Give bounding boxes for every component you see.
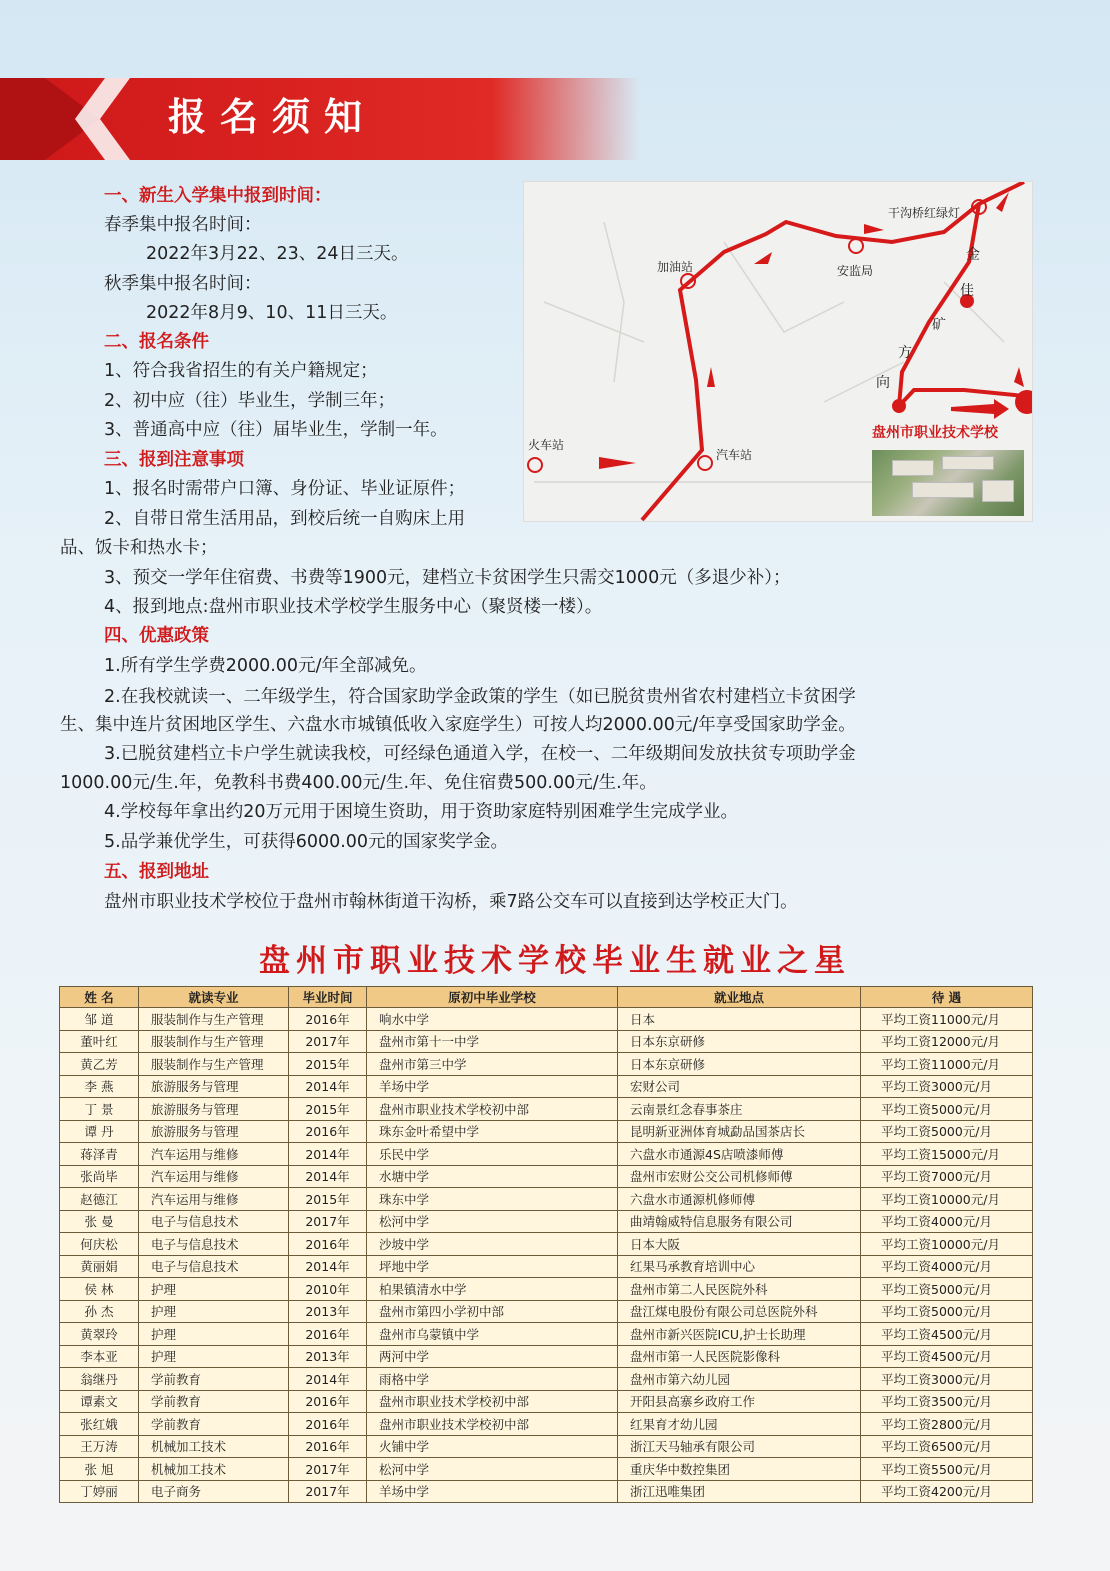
table-row <box>60 1210 1033 1233</box>
map-label-bus-station: 汽车站 <box>716 448 753 462</box>
policy-item: 1000.00元/生.年，免教科书费400.00元/生.年、免住宿费500.00元/生.年。 <box>60 773 657 793</box>
cell-workplace: 浙江天马轴承有限公司 <box>618 1435 861 1458</box>
table-row <box>60 1008 1033 1031</box>
cell-name: 黄丽娟 <box>60 1255 139 1278</box>
cell-major: 学前教育 <box>139 1390 289 1413</box>
cell-name: 张 旭 <box>60 1458 139 1481</box>
table-header-row <box>60 987 1033 1008</box>
cell-grad-year: 2014年 <box>289 1165 367 1188</box>
table-row <box>60 1345 1033 1368</box>
cell-grad-year: 2016年 <box>289 1008 367 1031</box>
map-direction-char: 方 <box>898 345 912 361</box>
cell-salary: 平均工资5000元/月 <box>861 1120 1033 1143</box>
cell-workplace: 盘州市宏财公交公司机修师傅 <box>618 1165 861 1188</box>
cell-major: 学前教育 <box>139 1368 289 1391</box>
table-row <box>60 1098 1033 1121</box>
cell-major: 机械加工技术 <box>139 1458 289 1481</box>
policy-item: 4.学校每年拿出约20万元用于困境生资助，用于资助家庭特别困难学生完成学业。 <box>104 802 738 822</box>
section-1-title: 一、新生入学集中报到时间： <box>104 186 332 206</box>
table-row <box>60 1075 1033 1098</box>
policy-item: 2.在我校就读一、二年级学生，符合国家助学金政策的学生（如已脱贫贵州省农村建档立卡贫困学 <box>104 687 856 707</box>
cell-name: 丁 景 <box>60 1098 139 1121</box>
cell-grad-year: 2016年 <box>289 1233 367 1256</box>
cell-workplace: 日本 <box>618 1008 861 1031</box>
cell-middle-school: 珠东金叶希望中学 <box>367 1120 618 1143</box>
spring-dates: 2022年3月22、23、24日三天。 <box>146 244 409 264</box>
cell-grad-year: 2015年 <box>289 1188 367 1211</box>
cell-middle-school: 水塘中学 <box>367 1165 618 1188</box>
cell-major: 汽车运用与维修 <box>139 1143 289 1166</box>
cell-middle-school: 盘州市职业技术学校初中部 <box>367 1098 618 1121</box>
cell-major: 服装制作与生产管理 <box>139 1053 289 1076</box>
route-map <box>523 181 1033 522</box>
col-header-salary: 待 遇 <box>861 987 1033 1008</box>
cell-salary: 平均工资5000元/月 <box>861 1098 1033 1121</box>
col-header-grad-year: 毕业时间 <box>289 987 367 1008</box>
employment-stars-table <box>59 986 1033 1503</box>
map-direction-char: 向 <box>876 375 890 391</box>
cell-middle-school: 雨格中学 <box>367 1368 618 1391</box>
cell-name: 邹 道 <box>60 1008 139 1031</box>
cell-workplace: 重庆华中数控集团 <box>618 1458 861 1481</box>
map-label-safety-bureau: 安监局 <box>837 264 874 278</box>
cell-middle-school: 乐民中学 <box>367 1143 618 1166</box>
cell-middle-school: 羊场中学 <box>367 1480 618 1503</box>
cell-name: 丁婷丽 <box>60 1480 139 1503</box>
cell-salary: 平均工资3500元/月 <box>861 1390 1033 1413</box>
cell-grad-year: 2016年 <box>289 1323 367 1346</box>
cell-middle-school: 两河中学 <box>367 1345 618 1368</box>
section-5-title: 五、报到地址 <box>104 862 209 882</box>
address-text: 盘州市职业技术学校位于盘州市翰林街道干沟桥，乘7路公交车可以直接到达学校正大门。 <box>104 892 798 912</box>
policy-item: 5.品学兼优学生，可获得6000.00元的国家奖学金。 <box>104 832 509 852</box>
cell-salary: 平均工资10000元/月 <box>861 1233 1033 1256</box>
cell-middle-school: 松河中学 <box>367 1210 618 1233</box>
table-row <box>60 1390 1033 1413</box>
map-label-bridge-light: 干沟桥红绿灯 <box>888 206 961 220</box>
cell-name: 张红娥 <box>60 1413 139 1436</box>
cell-salary: 平均工资5500元/月 <box>861 1458 1033 1481</box>
cell-major: 汽车运用与维修 <box>139 1165 289 1188</box>
cell-major: 护理 <box>139 1300 289 1323</box>
col-header-middle-school: 原初中毕业学校 <box>367 987 618 1008</box>
cell-workplace: 盘州市第六幼儿园 <box>618 1368 861 1391</box>
cell-major: 机械加工技术 <box>139 1435 289 1458</box>
employment-stars-title: 盘州市职业技术学校毕业生就业之星 <box>259 943 851 979</box>
cell-workplace: 曲靖翰威特信息服务有限公司 <box>618 1210 861 1233</box>
cell-workplace: 日本东京研修 <box>618 1053 861 1076</box>
cell-grad-year: 2017年 <box>289 1210 367 1233</box>
cell-workplace: 红果马承教育培训中心 <box>618 1255 861 1278</box>
cell-major: 护理 <box>139 1278 289 1301</box>
cell-major: 旅游服务与管理 <box>139 1075 289 1098</box>
table-row <box>60 1143 1033 1166</box>
table-row <box>60 1165 1033 1188</box>
cell-name: 谭素文 <box>60 1390 139 1413</box>
autumn-dates: 2022年8月9、10、11日三天。 <box>146 303 398 323</box>
cell-workplace: 昆明新亚洲体育城勐品国茶店长 <box>618 1120 861 1143</box>
cell-grad-year: 2014年 <box>289 1255 367 1278</box>
cell-salary: 平均工资11000元/月 <box>861 1053 1033 1076</box>
page-heading: 报名须知 <box>168 94 377 139</box>
cell-name: 侯 林 <box>60 1278 139 1301</box>
cell-salary: 平均工资5000元/月 <box>861 1300 1033 1323</box>
cell-middle-school: 响水中学 <box>367 1008 618 1031</box>
cell-workplace: 六盘水市通源机修师傅 <box>618 1188 861 1211</box>
cell-major: 旅游服务与管理 <box>139 1098 289 1121</box>
cell-grad-year: 2016年 <box>289 1120 367 1143</box>
cell-name: 张尚毕 <box>60 1165 139 1188</box>
cell-middle-school: 盘州市第四小学初中部 <box>367 1300 618 1323</box>
table-row <box>60 1368 1033 1391</box>
cell-workplace: 六盘水市通源4S店喷漆师傅 <box>618 1143 861 1166</box>
cell-salary: 平均工资4500元/月 <box>861 1323 1033 1346</box>
cell-grad-year: 2015年 <box>289 1098 367 1121</box>
cell-name: 董叶红 <box>60 1030 139 1053</box>
cell-name: 黄乙芳 <box>60 1053 139 1076</box>
condition-item: 2、初中应（往）毕业生，学制三年； <box>104 391 396 411</box>
table-row <box>60 1435 1033 1458</box>
cell-name: 谭 丹 <box>60 1120 139 1143</box>
col-header-name: 姓 名 <box>60 987 139 1008</box>
cell-middle-school: 沙坡中学 <box>367 1233 618 1256</box>
notice-item: 4、报到地点:盘州市职业技术学校学生服务中心（聚贤楼一楼）。 <box>104 597 603 617</box>
cell-grad-year: 2010年 <box>289 1278 367 1301</box>
cell-major: 护理 <box>139 1345 289 1368</box>
cell-workplace: 日本东京研修 <box>618 1030 861 1053</box>
table-row <box>60 1030 1033 1053</box>
cell-grad-year: 2013年 <box>289 1300 367 1323</box>
cell-salary: 平均工资2800元/月 <box>861 1413 1033 1436</box>
cell-grad-year: 2014年 <box>289 1143 367 1166</box>
cell-grad-year: 2017年 <box>289 1480 367 1503</box>
map-direction-char: 佳 <box>960 283 974 299</box>
cell-workplace: 云南景红念春事茶庄 <box>618 1098 861 1121</box>
cell-salary: 平均工资15000元/月 <box>861 1143 1033 1166</box>
cell-grad-year: 2014年 <box>289 1368 367 1391</box>
cell-middle-school: 松河中学 <box>367 1458 618 1481</box>
cell-major: 电子与信息技术 <box>139 1210 289 1233</box>
col-header-workplace: 就业地点 <box>618 987 861 1008</box>
cell-salary: 平均工资6500元/月 <box>861 1435 1033 1458</box>
cell-major: 护理 <box>139 1323 289 1346</box>
cell-salary: 平均工资4000元/月 <box>861 1210 1033 1233</box>
cell-salary: 平均工资11000元/月 <box>861 1008 1033 1031</box>
cell-major: 汽车运用与维修 <box>139 1188 289 1211</box>
autumn-label: 秋季集中报名时间： <box>104 274 262 294</box>
cell-workplace: 盘州市新兴医院ICU,护士长助理 <box>618 1323 861 1346</box>
cell-grad-year: 2015年 <box>289 1053 367 1076</box>
table-row <box>60 1233 1033 1256</box>
cell-major: 旅游服务与管理 <box>139 1120 289 1143</box>
cell-name: 何庆松 <box>60 1233 139 1256</box>
cell-middle-school: 盘州市乌蒙镇中学 <box>367 1323 618 1346</box>
notice-item: 2、自带日常生活用品，到校后统一自购床上用 <box>104 509 466 529</box>
table-row <box>60 1458 1033 1481</box>
cell-middle-school: 坪地中学 <box>367 1255 618 1278</box>
cell-workplace: 浙江迅唯集团 <box>618 1480 861 1503</box>
cell-salary: 平均工资5000元/月 <box>861 1278 1033 1301</box>
map-direction-char: 矿 <box>932 317 946 333</box>
cell-major: 电子与信息技术 <box>139 1255 289 1278</box>
col-header-major: 就读专业 <box>139 987 289 1008</box>
cell-grad-year: 2016年 <box>289 1435 367 1458</box>
table-row <box>60 1413 1033 1436</box>
cell-salary: 平均工资3000元/月 <box>861 1368 1033 1391</box>
cell-salary: 平均工资4500元/月 <box>861 1345 1033 1368</box>
condition-item: 1、符合我省招生的有关户籍规定； <box>104 361 378 381</box>
table-row <box>60 1188 1033 1211</box>
cell-salary: 平均工资3000元/月 <box>861 1075 1033 1098</box>
cell-major: 电子与信息技术 <box>139 1233 289 1256</box>
map-label-train-station: 火车站 <box>528 438 565 452</box>
cell-major: 服装制作与生产管理 <box>139 1030 289 1053</box>
cell-grad-year: 2016年 <box>289 1413 367 1436</box>
map-label-gas-station: 加油站 <box>657 260 694 274</box>
table-row <box>60 1255 1033 1278</box>
cell-middle-school: 柏果镇清水中学 <box>367 1278 618 1301</box>
section-2-title: 二、报名条件 <box>104 332 209 352</box>
policy-item: 1.所有学生学费2000.00元/年全部减免。 <box>104 656 427 676</box>
cell-workplace: 盘州市第二人民医院外科 <box>618 1278 861 1301</box>
cell-middle-school: 珠东中学 <box>367 1188 618 1211</box>
cell-name: 黄翠玲 <box>60 1323 139 1346</box>
cell-middle-school: 盘州市职业技术学校初中部 <box>367 1413 618 1436</box>
cell-salary: 平均工资12000元/月 <box>861 1030 1033 1053</box>
cell-name: 张 曼 <box>60 1210 139 1233</box>
cell-workplace: 宏财公司 <box>618 1075 861 1098</box>
cell-middle-school: 盘州市第十一中学 <box>367 1030 618 1053</box>
cell-salary: 平均工资10000元/月 <box>861 1188 1033 1211</box>
cell-name: 王万涛 <box>60 1435 139 1458</box>
cell-workplace: 日本大阪 <box>618 1233 861 1256</box>
cell-workplace: 开阳县高寨乡政府工作 <box>618 1390 861 1413</box>
table-row <box>60 1278 1033 1301</box>
notice-item: 3、预交一学年住宿费、书费等1900元，建档立卡贫困学生只需交1000元（多退少补）； <box>104 568 791 588</box>
condition-item: 3、普通高中应（往）届毕业生，学制一年。 <box>104 420 448 440</box>
spring-label: 春季集中报名时间： <box>104 215 262 235</box>
cell-name: 蒋泽青 <box>60 1143 139 1166</box>
cell-grad-year: 2017年 <box>289 1458 367 1481</box>
cell-major: 电子商务 <box>139 1480 289 1503</box>
cell-major: 服装制作与生产管理 <box>139 1008 289 1031</box>
cell-name: 李 燕 <box>60 1075 139 1098</box>
cell-salary: 平均工资7000元/月 <box>861 1165 1033 1188</box>
cell-name: 李本亚 <box>60 1345 139 1368</box>
cell-middle-school: 羊场中学 <box>367 1075 618 1098</box>
cell-salary: 平均工资4200元/月 <box>861 1480 1033 1503</box>
cell-grad-year: 2014年 <box>289 1075 367 1098</box>
table-row <box>60 1120 1033 1143</box>
cell-name: 翁继丹 <box>60 1368 139 1391</box>
policy-item: 生、集中连片贫困地区学生、六盘水市城镇低收入家庭学生）可按人均2000.00元/年享受国家助学金。 <box>60 715 856 735</box>
cell-middle-school: 火铺中学 <box>367 1435 618 1458</box>
cell-name: 孙 杰 <box>60 1300 139 1323</box>
cell-name: 赵德江 <box>60 1188 139 1211</box>
cell-grad-year: 2016年 <box>289 1390 367 1413</box>
section-4-title: 四、优惠政策 <box>104 626 209 646</box>
cell-middle-school: 盘州市职业技术学校初中部 <box>367 1390 618 1413</box>
map-label-school: 盘州市职业技术学校 <box>872 425 998 441</box>
table-row <box>60 1480 1033 1503</box>
table-row <box>60 1323 1033 1346</box>
cell-grad-year: 2013年 <box>289 1345 367 1368</box>
cell-major: 学前教育 <box>139 1413 289 1436</box>
campus-photo <box>872 450 1024 516</box>
cell-workplace: 盘州市第一人民医院影像科 <box>618 1345 861 1368</box>
cell-workplace: 红果育才幼儿园 <box>618 1413 861 1436</box>
map-direction-char: 金 <box>966 247 980 263</box>
cell-middle-school: 盘州市第三中学 <box>367 1053 618 1076</box>
table-row <box>60 1300 1033 1323</box>
table-row <box>60 1053 1033 1076</box>
notice-item: 品、饭卡和热水卡； <box>60 538 218 558</box>
cell-salary: 平均工资4000元/月 <box>861 1255 1033 1278</box>
section-3-title: 三、报到注意事项 <box>104 450 244 470</box>
cell-workplace: 盘江煤电股份有限公司总医院外科 <box>618 1300 861 1323</box>
policy-item: 3.已脱贫建档立卡户学生就读我校，可经绿色通道入学，在校一、二年级期间发放扶贫专项助学金 <box>104 744 856 764</box>
notice-item: 1、报名时需带户口簿、身份证、毕业证原件； <box>104 479 466 499</box>
cell-grad-year: 2017年 <box>289 1030 367 1053</box>
